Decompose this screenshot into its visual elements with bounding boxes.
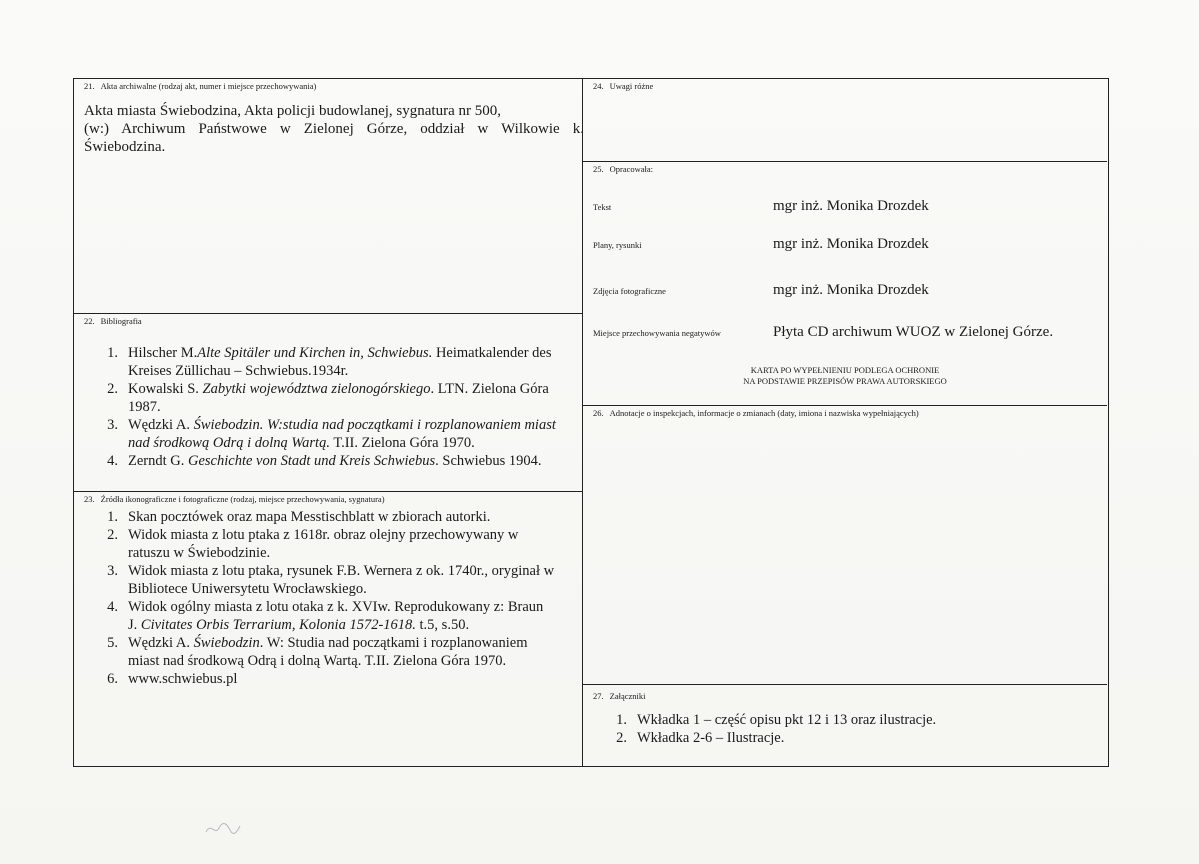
section-27-title: Załączniki [609,691,646,701]
section-21-header [74,79,582,92]
bibliography-item-number: 4. [107,453,118,469]
section-27-attachments [583,684,1107,768]
source-item-number: 6. [107,671,118,687]
source-item [96,634,556,670]
attachment-item-number: 2. [616,730,627,746]
bibliography-item-number: 2. [107,381,118,397]
attachment-item [605,711,1085,729]
bibliography-item-text-part: Zerndt G. [128,453,188,469]
source-item-number: 3. [107,563,118,579]
section-24-remarks [583,79,1107,161]
section-27-header [583,685,1107,702]
row-photos-author [593,282,1097,299]
section-25-title: Opracowała: [609,164,654,174]
attachment-item-text [637,729,1085,747]
bibliography-item-text-part: T.II. Zielona Góra 1970. [329,435,475,451]
attachment-item-text-part: Wkładka 2-6 – Ilustracje. [637,730,785,746]
bibliography-item-text [128,416,556,452]
bibliography-item-text-part: Wędzki A. [128,417,194,433]
source-item-text-part: Widok ogólny miasta z lotu otaka z k. XVIw. Reprodukowany z: Braun J. [128,599,544,633]
right-column [583,79,1107,766]
source-item [96,562,556,598]
source-item [96,508,556,526]
source-item-text-part: Widok miasta z lotu ptaka z 1618r. obraz olejny przechowywany w ratuszu w Świebodzinie. [128,527,519,561]
bibliography-item-number: 3. [107,417,118,433]
source-item-number: 5. [107,635,118,651]
source-item-text-part: t.5, s.50. [415,617,470,633]
bibliography-item [96,344,556,380]
archival-line-3: Świebodzina. [84,139,166,155]
bibliography-item-text-part: Świebodzin. W:studia nad początkami i rozplanowaniem miast nad środkową Odrą i dolną Wartą. [128,417,556,451]
row-text-author [593,198,1097,215]
source-item-text-part: Skan pocztówek oraz mapa Messtischblatt w zbiorach autorki. [128,509,491,525]
bibliography-item-text-part: . Schwiebus 1904. [435,453,542,469]
bibliography-item [96,380,556,416]
bibliography-item-text [128,380,556,416]
section-21-number: 21. [84,81,95,91]
bibliography-item [96,452,556,470]
archival-line-1: Akta miasta Świebodzina, Akta policji budowlanej, sygnatura nr 500, [84,103,501,119]
bibliography-item-text-part: Geschichte von Stadt und Kreis Schwiebus [188,453,436,469]
section-26-number: 26. [593,408,604,418]
label-plans: Plany, rysunki [593,240,642,250]
bibliography-item-text-part: Kowalski S. [128,381,203,397]
source-item-text-part: www.schwiebus.pl [128,671,238,687]
attachment-item [605,729,1085,747]
attachment-item-number: 1. [616,712,627,728]
section-24-title: Uwagi różne [609,81,654,91]
bibliography-item-text-part: Hilscher M. [128,345,198,361]
copyright-notice [583,365,1107,387]
value-text-author: mgr inż. Monika Drozdek [773,198,929,214]
section-22-number: 22. [84,316,95,326]
sources-list [96,508,556,688]
section-21-body [84,102,584,156]
row-plans-author [593,236,1097,253]
source-item-text-part: Wędzki A. [128,635,194,651]
source-item [96,526,556,562]
source-item-text [128,634,556,670]
source-item-text [128,526,556,562]
attachments-list [605,711,1085,747]
source-item-number: 1. [107,509,118,525]
record-card-form [73,78,1109,767]
source-item-text [128,598,556,634]
bibliography-list [96,344,556,470]
source-item-number: 2. [107,527,118,543]
row-negatives-location [593,324,1097,341]
value-plans-author: mgr inż. Monika Drozdek [773,236,929,252]
section-26-title: Adnotacje o inspekcjach, informacje o zmianach (daty, imiona i nazwiska wypełniających) [609,408,919,418]
section-21-title: Akta archiwalne (rodzaj akt, numer i miejsce przechowywania) [100,81,317,91]
attachment-item-text-part: Wkładka 1 – część opisu pkt 12 i 13 oraz ilustracje. [637,712,937,728]
source-item-text-part: Świebodzin [193,635,260,651]
source-item-text [128,508,556,526]
section-25-prepared-by [583,161,1107,405]
section-22-header [74,314,582,327]
bibliography-item-text [128,452,556,470]
source-item-text-part: Widok miasta z lotu ptaka, rysunek F.B. Wernera z ok. 1740r., oryginał w Bibliotece Uniwersytetu Wrocławskiego. [128,563,555,597]
section-25-number: 25. [593,164,604,174]
section-21-archival-records [74,79,582,313]
bibliography-item-text-part: Heimatkalender des Kreises Züllichau – Schwiebus.1934r. [128,345,552,379]
source-item-text [128,562,556,598]
section-24-header [583,79,1107,92]
bibliography-item [96,416,556,452]
label-negatives: Miejsce przechowywania negatywów [593,328,721,338]
source-item [96,598,556,634]
label-text: Tekst [593,202,612,212]
source-item-text-part: Civitates Orbis Terrarium, Kolonia 1572-1618. [140,617,416,633]
value-negatives-location: Płyta CD archiwum WUOZ w Zielonej Górze. [773,324,1054,340]
bibliography-item-number: 1. [107,345,118,361]
copyright-notice-line-1: KARTA PO WYPEŁNIENIU PODLEGA OCHRONIE [750,365,940,375]
label-photos: Zdjęcia fotograficzne [593,286,666,296]
section-23-number: 23. [84,494,95,504]
bibliography-item-text-part: Zabytki województwa zielonogórskiego [202,381,431,397]
copyright-notice-line-2: NA PODSTAWIE PRZEPISÓW PRAWA AUTORSKIEGO [743,376,947,386]
section-23-header [74,492,582,505]
bibliography-item-text-part: . LTN. Zielona Góra 1987. [128,381,549,415]
left-column [74,79,583,766]
section-23-iconographic-sources [74,491,582,768]
bibliography-item-text-part: Alte Spitäler und Kirchen in, Schwiebus. [197,345,433,361]
section-22-title: Bibliografia [100,316,142,326]
section-26-header [583,406,1107,419]
archival-line-2: (w:) Archiwum Państwowe w Zielonej Górze, oddział w Wilkowie k. [84,121,584,137]
bibliography-item-text [128,344,556,380]
source-item-text [128,670,556,688]
pen-mark-scribble [203,818,243,840]
value-photos-author: mgr inż. Monika Drozdek [773,282,929,298]
source-item-text-part: . W: Studia nad początkami i rozplanowaniem miast nad środkową Odrą i dolną Wartą. T.II. Zielona Góra 1970. [128,635,528,669]
attachment-item-text [637,711,1085,729]
source-item-number: 4. [107,599,118,615]
section-26-annotations [583,405,1107,684]
section-22-bibliography [74,313,582,491]
section-24-number: 24. [593,81,604,91]
source-item [96,670,556,688]
section-23-title: Źródła ikonograficzne i fotograficzne (rodzaj, miejsce przechowywania, sygnatura) [100,494,385,504]
section-27-number: 27. [593,691,604,701]
section-25-header [583,162,1107,175]
